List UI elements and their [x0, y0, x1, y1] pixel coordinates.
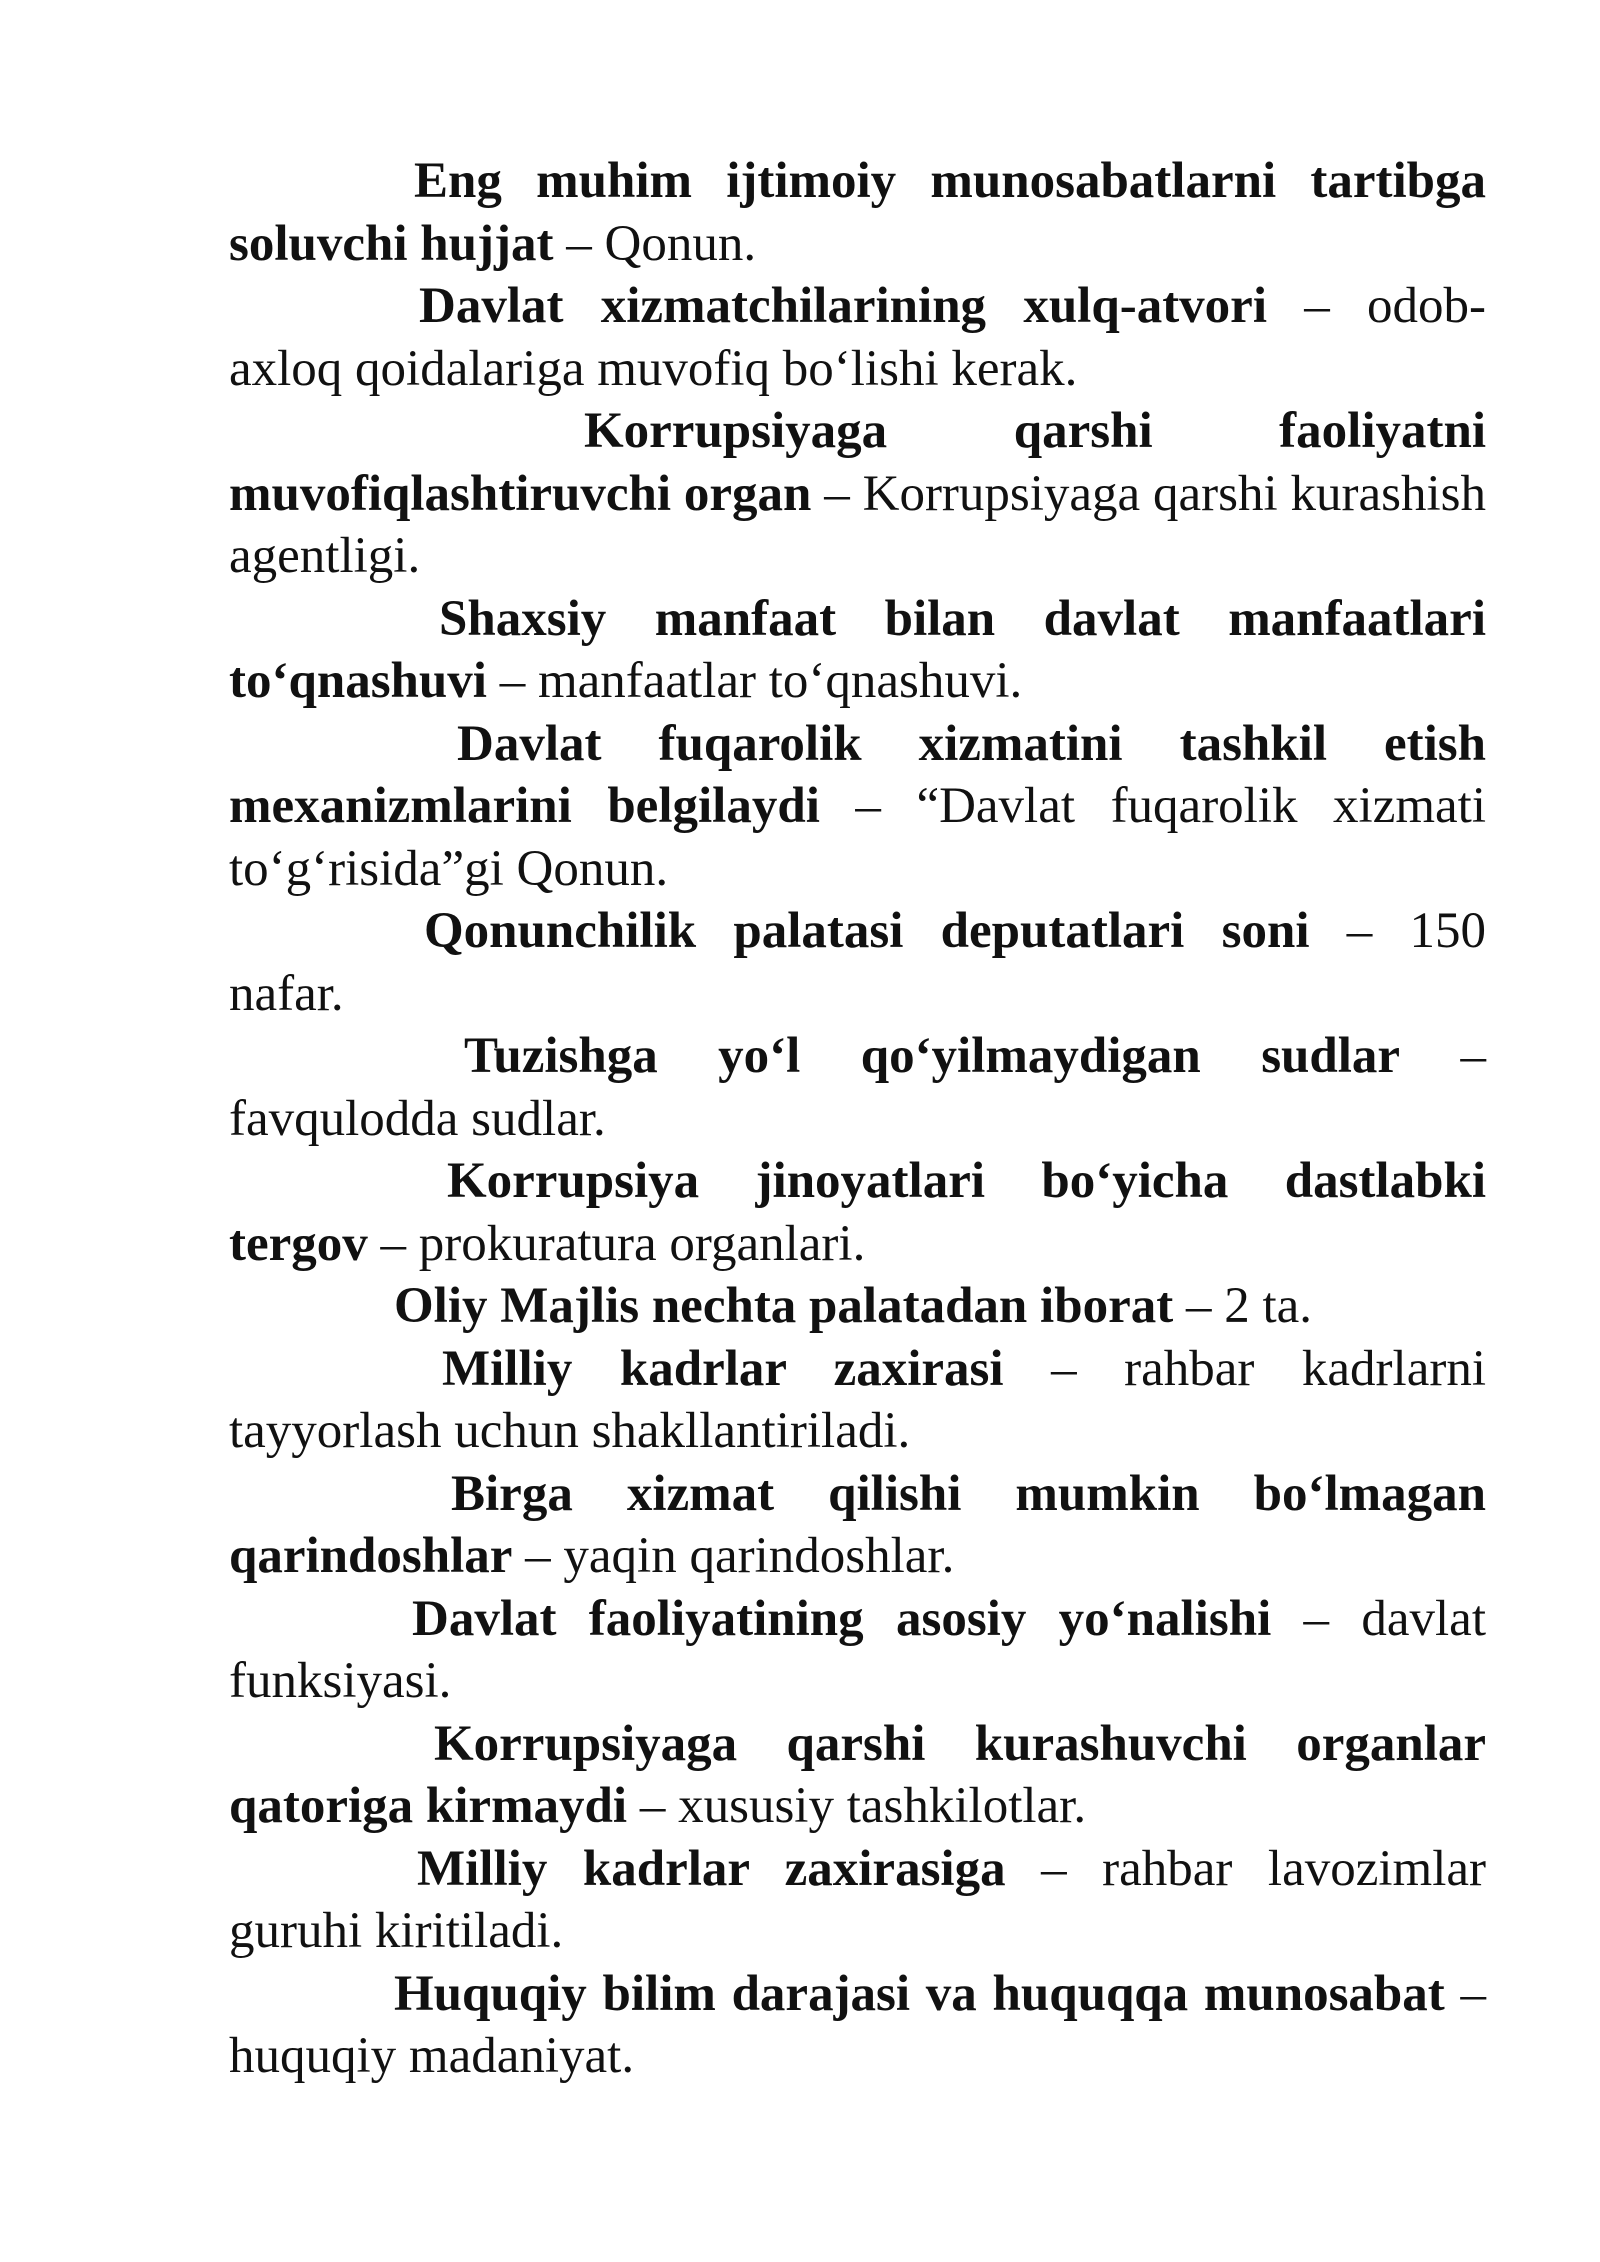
entry-term: Davlat faoliyatining asosiy yo‘nalishi: [412, 1590, 1272, 1647]
entry-13: [229, 1713, 1486, 1838]
entry-answer: favqulodda sudlar.: [229, 1090, 606, 1147]
entry-answer: prokuratura organlari.: [418, 1215, 866, 1272]
entry-separator: –: [819, 778, 917, 834]
entry-term: Birga xizmat qilishi mumkin bo‘lmagan qarindoshlar: [229, 1465, 1486, 1584]
entry-answer: huquqiy madaniyat.: [229, 2028, 635, 2084]
entry-term: Davlat fuqarolik xizmatini tashkil etish mexanizmlarini belgilaydi: [229, 715, 1486, 834]
entry-answer: manfaatlar to‘qnashuvi.: [537, 653, 1023, 709]
entry-14: [229, 1838, 1486, 1963]
entry-separator: –: [1173, 1278, 1225, 1334]
entry-8: [229, 1150, 1486, 1275]
entry-separator: –: [1309, 903, 1410, 959]
entry-15: [229, 1963, 1486, 2088]
entry-separator: –: [811, 465, 863, 522]
entry-4: [229, 588, 1486, 713]
entry-7: [229, 1025, 1486, 1150]
entry-12: [229, 1588, 1486, 1713]
entry-answer: davlat funksiyasi.: [229, 1590, 1486, 1709]
entry-answer: rahbar kadrlarni tayyorlash uchun shakllantiriladi.: [229, 1340, 1486, 1459]
entry-term: Milliy kadrlar zaxirasiga: [417, 1840, 1006, 1897]
entry-term: Milliy kadrlar zaxirasi: [442, 1340, 1004, 1397]
entry-separator: –: [367, 1215, 419, 1272]
entry-answer: Qonun.: [604, 215, 757, 272]
entry-separator: –: [1271, 1590, 1362, 1647]
entry-term: Huquqiy bilim darajasi va huquqqa munosabat: [394, 1965, 1445, 2022]
entry-separator: –: [1267, 278, 1368, 334]
entry-separator: –: [553, 215, 605, 272]
entry-separator: –: [1005, 1840, 1103, 1897]
entry-separator: –: [512, 1528, 564, 1584]
entry-11: [229, 1463, 1486, 1588]
entry-answer: Korrupsiyaga qarshi kurashish agentligi.: [229, 465, 1486, 584]
entry-term: Korrupsiyaga qarshi kurashuvchi organlar qatoriga kirmaydi: [229, 1715, 1486, 1834]
entry-separator: –: [627, 1778, 679, 1834]
entry-answer: “Davlat fuqarolik xizmati to‘g‘risida”gi Qonun.: [229, 778, 1486, 897]
entry-term: Tuzishga yo‘l qo‘yilmaydigan sudlar: [464, 1028, 1401, 1084]
entry-3: [229, 400, 1486, 588]
entry-answer: yaqin qarindoshlar.: [563, 1528, 955, 1584]
entry-answer: odob-axloq qoidalariga muvofiq bo‘lishi kerak.: [229, 278, 1487, 397]
entry-separator: –: [1400, 1028, 1486, 1084]
entry-term: Oliy Majlis nechta palatadan iborat: [394, 1278, 1174, 1334]
entry-term: Qonunchilik palatasi deputatlari soni: [424, 903, 1310, 959]
entry-separator: –: [486, 653, 538, 709]
entry-answer: 150 nafar.: [229, 903, 1487, 1022]
entry-term: Korrupsiya jinoyatlari bo‘yicha dastlabki tergov: [229, 1153, 1486, 1272]
entry-term: Davlat xizmatchilarining xulq-atvori: [419, 278, 1267, 334]
entry-6: [229, 900, 1486, 1025]
entry-separator: –: [1003, 1340, 1125, 1397]
document-page: [229, 150, 1486, 2088]
entry-5: [229, 713, 1486, 901]
entry-2: [229, 275, 1486, 400]
entry-term: Eng muhim ijtimoiy munosabatlarni tartibga soluvchi hujjat: [229, 153, 1486, 272]
entry-1: [229, 150, 1486, 275]
entry-answer: 2 ta.: [1224, 1278, 1313, 1334]
entry-term: Korrupsiyaga qarshi faoliyatni muvofiqlashtiruvchi organ: [229, 403, 1486, 522]
entry-10: [229, 1338, 1486, 1463]
entry-answer: xususiy tashkilotlar.: [678, 1778, 1087, 1834]
entry-9: [229, 1275, 1486, 1338]
entry-separator: –: [1444, 1965, 1486, 2022]
entry-answer: rahbar lavozimlar guruhi kiritiladi.: [229, 1840, 1486, 1959]
entry-term: Shaxsiy manfaat bilan davlat manfaatlari to‘qnashuvi: [229, 590, 1486, 709]
